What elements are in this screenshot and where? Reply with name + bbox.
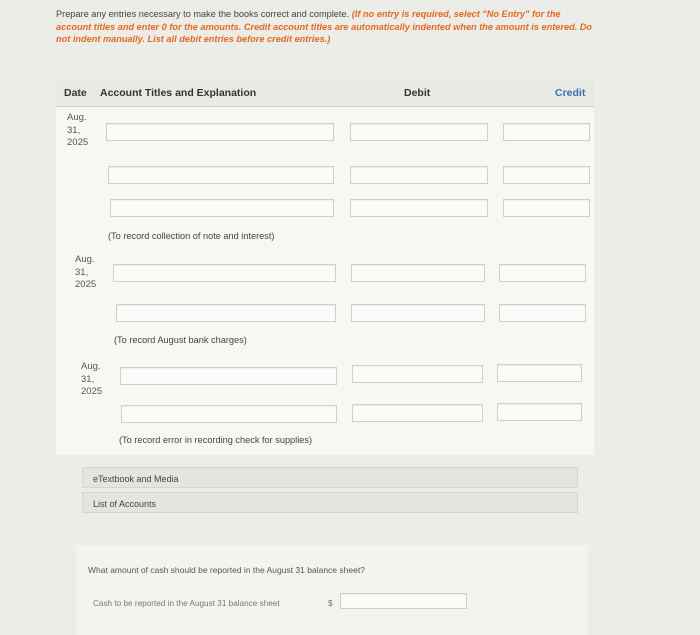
question-panel <box>76 545 588 635</box>
account-title-input[interactable] <box>113 264 336 282</box>
list-of-accounts-label: List of Accounts <box>93 499 157 509</box>
header-credit: Credit <box>555 87 586 99</box>
instructions <box>56 8 596 46</box>
entry-date: Aug. 31, 2025 <box>67 112 89 148</box>
account-title-input[interactable] <box>108 166 334 184</box>
account-title-input[interactable] <box>116 304 336 322</box>
table-header <box>56 80 594 107</box>
etextbook-label: eTextbook and Media <box>93 474 179 484</box>
debit-input[interactable] <box>350 123 488 141</box>
question-text: What amount of cash should be reported in the August 31 balance sheet? <box>88 565 365 575</box>
debit-input[interactable] <box>352 365 483 383</box>
instructions-lead: Prepare any entries necessary to make the books correct and complete. <box>56 9 350 19</box>
entry-memo: (To record collection of note and interest) <box>108 231 275 241</box>
header-debit: Debit <box>404 87 431 99</box>
cash-amount-input[interactable] <box>340 593 467 609</box>
debit-input[interactable] <box>350 199 488 217</box>
instructions-emphasis: (If no entry is required, select "No Entry" for the account titles and enter 0 for the amounts. Credit account titles are automatically indented when the amount is entered. Do not indent manually. List all debit entries before credit entries.) <box>56 9 593 44</box>
entry-memo: (To record August bank charges) <box>114 335 247 345</box>
cash-label: Cash to be reported in the August 31 balance sheet <box>93 599 280 608</box>
credit-input[interactable] <box>497 364 582 382</box>
credit-input[interactable] <box>499 304 586 322</box>
credit-input[interactable] <box>497 403 582 421</box>
debit-input[interactable] <box>351 304 485 322</box>
list-of-accounts-link[interactable] <box>82 492 578 513</box>
header-date: Date <box>64 87 87 99</box>
debit-input[interactable] <box>352 404 483 422</box>
header-account: Account Titles and Explanation <box>100 87 257 99</box>
credit-input[interactable] <box>503 166 590 184</box>
account-title-input[interactable] <box>106 123 334 141</box>
entry-date: Aug. 31, 2025 <box>75 254 97 290</box>
credit-input[interactable] <box>499 264 586 282</box>
account-title-input[interactable] <box>121 405 337 423</box>
credit-input[interactable] <box>503 123 590 141</box>
entry-date: Aug. 31, 2025 <box>81 361 103 397</box>
account-title-input[interactable] <box>110 199 334 217</box>
dollar-sign: $ <box>328 599 333 608</box>
etextbook-link[interactable] <box>82 467 578 488</box>
debit-input[interactable] <box>350 166 488 184</box>
credit-input[interactable] <box>503 199 590 217</box>
account-title-input[interactable] <box>120 367 337 385</box>
entry-memo: (To record error in recording check for supplies) <box>119 435 313 445</box>
debit-input[interactable] <box>351 264 485 282</box>
